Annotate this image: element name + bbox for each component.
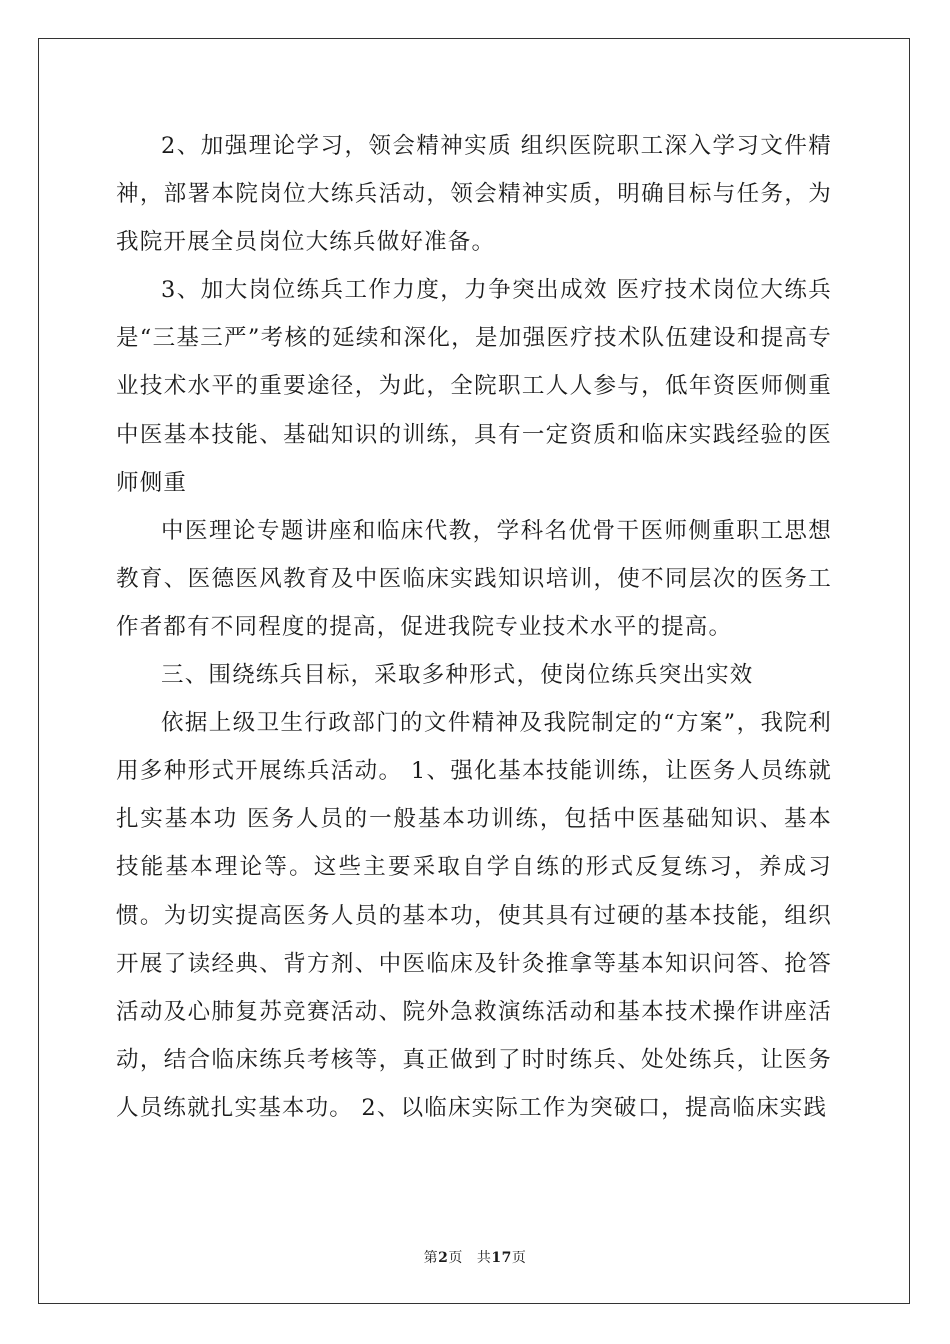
document-body: [116, 122, 832, 1132]
page-prefix: 第: [423, 1250, 439, 1266]
paragraph-1: 2、加强理论学习，领会精神实质 组织医院职工深入学习文件精神，部署本院岗位大练兵活动，领会精神实质，明确目标与任务，为我院开展全员岗位大练兵做好准备。: [116, 133, 832, 256]
paragraph-5: 依据上级卫生行政部门的文件精神及我院制定的“方案”，我院利用多种形式开展练兵活动。 1、强化基本技能训练，让医务人员练就扎实基本功 医务人员的一般基本功训练，包括中医基础知识、基本技能基本理论等。这些主要采取自学自练的形式反复练习，养成习惯。为切实提高医务人员的基本功，使其具有过硬的基本技能，组织开展了读经典、背方剂、中医临床及针灸推拿等基本知识问答、抢答活动及心肺复苏竞赛活动、院外急救演练活动和基本技术操作讲座活动，结合临床练兵考核等，真正做到了时时练兵、处处练兵，让医务人员练就扎实基本功。 2、以临床实际工作为突破口，提高临床实践: [116, 710, 832, 1121]
page-footer: [0, 1247, 950, 1267]
section-heading-3: 三、围绕练兵目标，采取多种形式，使岗位练兵突出实效: [161, 662, 754, 689]
total-prefix: 共: [476, 1250, 492, 1266]
paragraph-3: 中医理论专题讲座和临床代教，学科名优骨干医师侧重职工思想教育、医德医风教育及中医临床实践知识培训，使不同层次的医务工作者都有不同程度的提高，促进我院专业技术水平的提高。: [116, 517, 832, 640]
paragraph-2: 3、加大岗位练兵工作力度，力争突出成效 医疗技术岗位大练兵是“三基三严”考核的延续和深化，是加强医疗技术队伍建设和提高专业技术水平的重要途径，为此，全院职工人人参与，低年资医师侧重中医基本技能、基础知识的训练，具有一定资质和临床实践经验的医师侧重: [116, 277, 832, 496]
page-suffix: 页: [448, 1250, 463, 1266]
total-suffix: 页: [511, 1250, 527, 1266]
page-number: 2: [438, 1250, 449, 1266]
total-pages: 17: [491, 1250, 512, 1266]
